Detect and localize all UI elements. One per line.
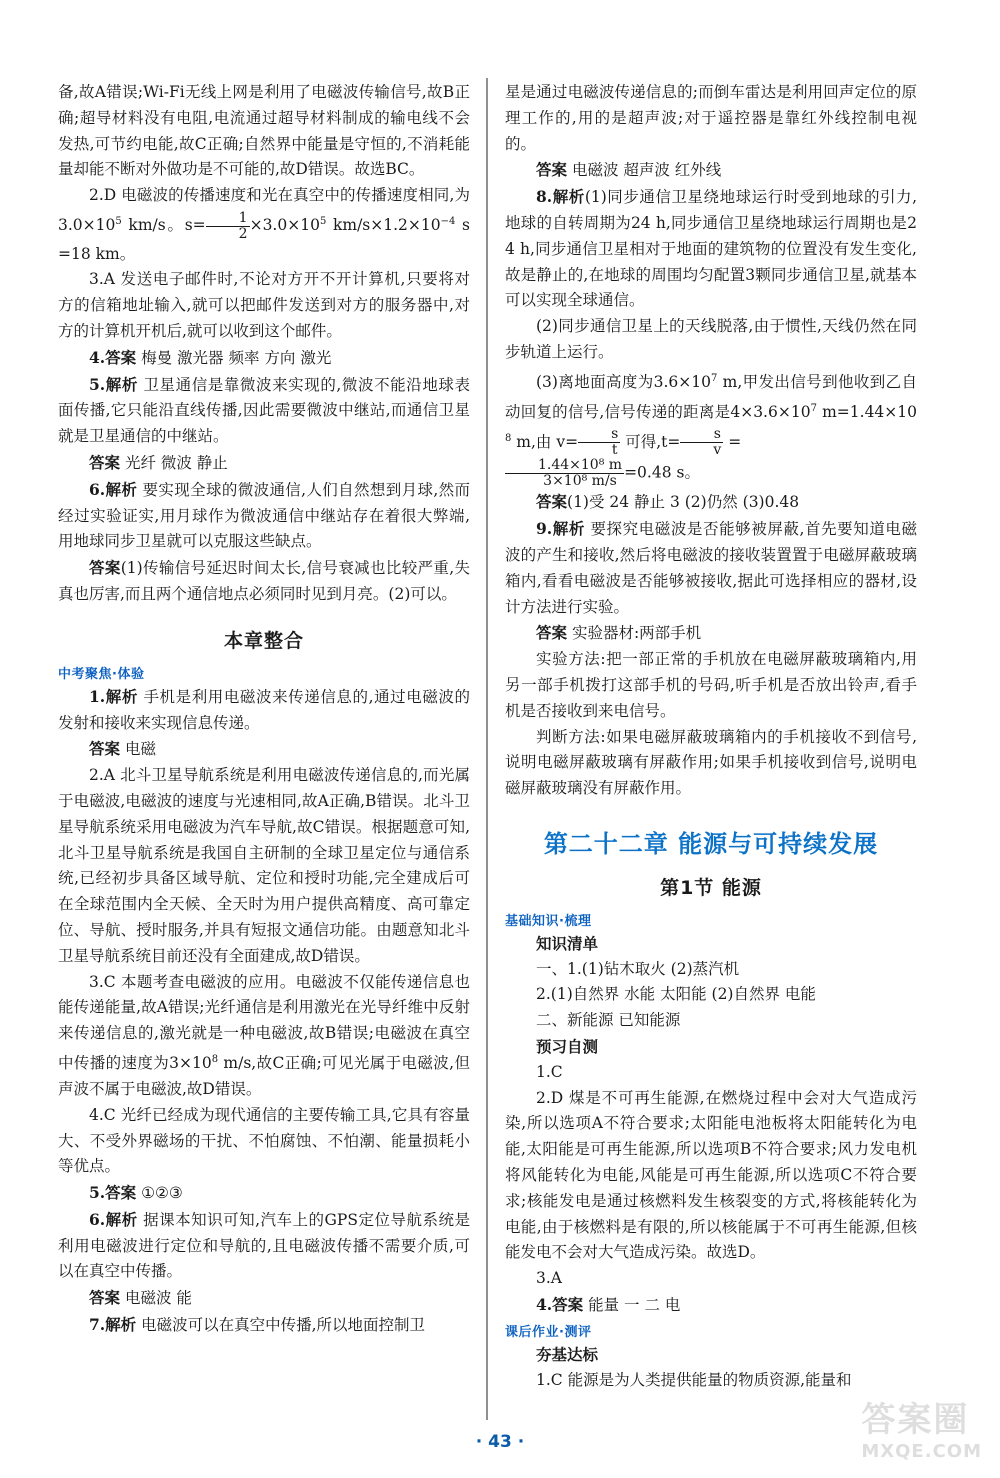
fraction-half: $\frac{1}{2}$ bbox=[206, 211, 250, 242]
section-tag-basics: 基础知识·梳理 bbox=[505, 913, 592, 929]
fraction-s-over-t: $\frac{s}{t}$ bbox=[578, 427, 620, 458]
right-column bbox=[505, 80, 917, 1393]
knowledge-item-1: 一、1.(1)钻木取火 (2)蒸汽机 bbox=[536, 959, 740, 978]
fraction-calculation: $\frac{\text{1.44×10⁸ m}}{\text{3×10⁸ m/s}}$ bbox=[505, 458, 624, 489]
question-7-continued: 星是通过电磁波传递信息的;而倒车雷达是利用回声定位的原理工作的,用的是超声波;对于遥控器是靠红外线控制电视的。 bbox=[505, 83, 917, 153]
preview-answer-4: 4.答案 能量 一 二 电 bbox=[536, 1295, 681, 1315]
knowledge-list-heading: 知识清单 bbox=[536, 933, 599, 953]
exam-question-6: 6.解析 据课本知识可知,汽车上的GPS定位导航系统是利用电磁波进行定位和导航的,且电磁波传播不需要介质,可以在真空中传播。 bbox=[58, 1209, 470, 1281]
question-5-answer: 答案 光纤 微波 静止 bbox=[89, 453, 228, 473]
question-9: 9.解析 要探究电磁波是否能够被屏蔽,首先要知道电磁波的产生和接收,然后将电磁波的接收装置置于电磁屏蔽玻璃箱内,看看电磁波是否能够被接收,据此可选择相应的器材,设计方法进行实验。 bbox=[505, 519, 918, 616]
question-8: 8.解析(1)同步通信卫星绕地球运行时受到地球的引力,地球的自转周期为24 h,同步通信卫星绕地球运行周期也是24 h,同步通信卫星相对于地面的建筑物的位置没有发生变化,故是静止的,在地球的周围均匀配置3颗同步通信卫星,就基本可以实现全球通信。 bbox=[505, 187, 917, 310]
fraction-s-over-v: $\frac{s}{v}$ bbox=[680, 427, 723, 458]
exam-question-4: 4.C 光纤已经成为现代通信的主要传输工具,它具有容量大、不受外界磁场的干扰、不怕腐蚀、不怕潮、能量损耗小等优点。 bbox=[58, 1105, 470, 1176]
exam-question-1: 1.解析 手机是利用电磁波来传递信息的,通过电磁波的发射和接收来实现信息传递。 bbox=[58, 686, 471, 732]
exam-question-1-answer: 答案 电磁 bbox=[89, 739, 156, 759]
section-tag-homework: 课后作业·测评 bbox=[505, 1324, 592, 1340]
exam-question-2: 2.A 北斗卫星导航系统是利用电磁波传递信息的,而光属于电磁波,电磁波的速度与光速相同,故A正确,B错误。北斗卫星导航系统采用电磁波为汽车导航,故C错误。根据题意可知,北斗卫星导航系统是我国自主研制的全球卫星定位与通信系统,已经初步具备区域导航、定位和授时功能,完全建成后可在全球范围内全天候、全天时为用户提供高精度、高可靠定位、导航、授时服务,并具有短报文通信功能。由题意知北斗卫星导航系统目前还没有全面建成,故D错误。 bbox=[58, 766, 470, 965]
section-tag-exam-focus: 中考聚焦·体验 bbox=[58, 666, 145, 682]
question-9-judgement: 判断方法:如果电磁屏蔽玻璃箱内的手机接收不到信号,说明电磁屏蔽玻璃有屏蔽作用;如果手机接收到信号,说明电磁屏蔽玻璃没有屏蔽作用。 bbox=[505, 727, 917, 798]
question-8-part-2: (2)同步通信卫星上的天线脱落,由于惯性,天线仍然在同步轨道上运行。 bbox=[505, 317, 917, 361]
question-2: 2.D 电磁波的传播速度和光在真空中的传播速度相同,为$3.0\times 10^5$ km/s。s= $\frac{1}{2}$ $\times 3.0\times 10^5$ $km/s\times 1.2\times 10^{-4}$ s=18 km。 bbox=[58, 186, 470, 263]
question-9-answer: 答案 实验器材:两部手机 bbox=[536, 623, 702, 643]
preview-answer-3: 3.A bbox=[536, 1269, 562, 1288]
preview-answer-2: 2.D 煤是不可再生能源,在燃烧过程中会对大气造成污染,所以选项A不符合要求;太阳能电池板将太阳能转化为电能,太阳能是可再生能源,所以选项B不符合要求;风力发电机将风能转化为电能,风能是可再生能源,所以选项C不符合要求;核能发电是通过核燃料发生核裂变的方式,将核能转化为电能,由于核燃料是有限的,所以核能属于不可再生能源,但核能发电不会对大气造成污染。故选D。 bbox=[505, 1088, 917, 1262]
section-title: 本章整合 bbox=[223, 629, 304, 652]
preview-test-heading: 预习自测 bbox=[536, 1037, 599, 1057]
knowledge-item-2: 2.(1)自然界 水能 太阳能 (2)自然界 电能 bbox=[536, 985, 816, 1004]
question-6-answer: 答案(1)传输信号延迟时间太长,信号衰减也比较严重,失真也厉害,而且两个通信地点必须同时见到月亮。(2)可以。 bbox=[58, 558, 470, 603]
watermark: 答案圈 MXQE.COM bbox=[861, 1400, 982, 1462]
question-9-method: 实验方法:把一部正常的手机放在电磁屏蔽玻璃箱内,用另一部手机拨打这部手机的号码,听手机是否放出铃声,看手机是否接收到来电信号。 bbox=[505, 650, 917, 720]
exam-question-7: 7.解析 电磁波可以在真空中传播,所以地面控制卫 bbox=[89, 1315, 426, 1335]
question-8-answer: 答案(1)受 24 静止 3 (2)仍然 (3)0.48 bbox=[536, 492, 800, 512]
knowledge-item-3: 二、新能源 已知能源 bbox=[536, 1011, 681, 1030]
chapter-title: 第二十二章 能源与可持续发展 bbox=[543, 829, 879, 858]
left-column bbox=[58, 80, 470, 1339]
question-4: 4.答案 梅曼 激光器 频率 方向 激光 bbox=[89, 347, 332, 367]
exam-question-3: 3.C 本题考查电磁波的应用。电磁波不仅能传递信息也能传递能量,故A错误;光纤通信是利用激光在光导纤维中反射来传递信息的,激光就是一种电磁波,故B错误;电磁波在真空中传播的速度为$3\times 10^8$ m/s,故C正确;可见光属于电磁波,但声波不属于电磁波,故D错误。 bbox=[58, 972, 470, 1098]
lesson-title: 第1节 能源 bbox=[660, 876, 762, 899]
homework-heading: 夯基达标 bbox=[536, 1344, 599, 1364]
preview-answer-1: 1.C bbox=[536, 1062, 563, 1081]
question-8-part-3: (3)离地面高度为$3.6\times 10^7$ m,甲发出信号到他收到乙自动回复的信号,信号传递的距离是$4\times 3.6\times 10^7$ $m=1.44\times 10^8$ m,由 v= $\frac{s}{t}$ 可得,t= $\frac{s}{v}$ = $\frac{\text{1.44×10⁸ m}}{\text{3×10⁸ m/s}}$ =0.48 s。 bbox=[505, 372, 917, 490]
exam-question-5: 5.答案 ①②③ bbox=[89, 1183, 183, 1203]
question-6: 6.解析 要实现全球的微波通信,人们自然想到月球,然而经过实验证实,用月球作为微波通信中继站存在着很大弊端,用地球同步卫星就可以克服这些缺点。 bbox=[58, 479, 470, 551]
question-3: 3.A 发送电子邮件时,不论对方开不开计算机,只要将对方的信箱地址输入,就可以把邮件发送到对方的服务器中,对方的计算机开机后,就可以收到这个邮件。 bbox=[58, 270, 470, 341]
paragraph-continued: 备,故A错误;Wi-Fi无线上网是利用了电磁波传输信号,故B正确;超导材料没有电阻,电流通过超导材料制成的输电线不会发热,可节约电能,故C正确;自然界中能量是守恒的,不消耗能量却能不断对外做功是不可能的,故D错误。故选BC。 bbox=[58, 83, 470, 179]
homework-answer-1: 1.C 能源是为人类提供能量的物质资源,能量和 bbox=[536, 1370, 852, 1389]
question-7-answer: 答案 电磁波 超声波 红外线 bbox=[536, 160, 722, 180]
question-5: 5.解析 卫星通信是靠微波来实现的,微波不能沿地球表面传播,它只能沿直线传播,因此需要微波中继站,而通信卫星就是卫星通信的中继站。 bbox=[58, 374, 471, 446]
exam-question-6-answer: 答案 电磁波 能 bbox=[89, 1288, 192, 1308]
page-number: · 43 · bbox=[475, 1432, 525, 1452]
